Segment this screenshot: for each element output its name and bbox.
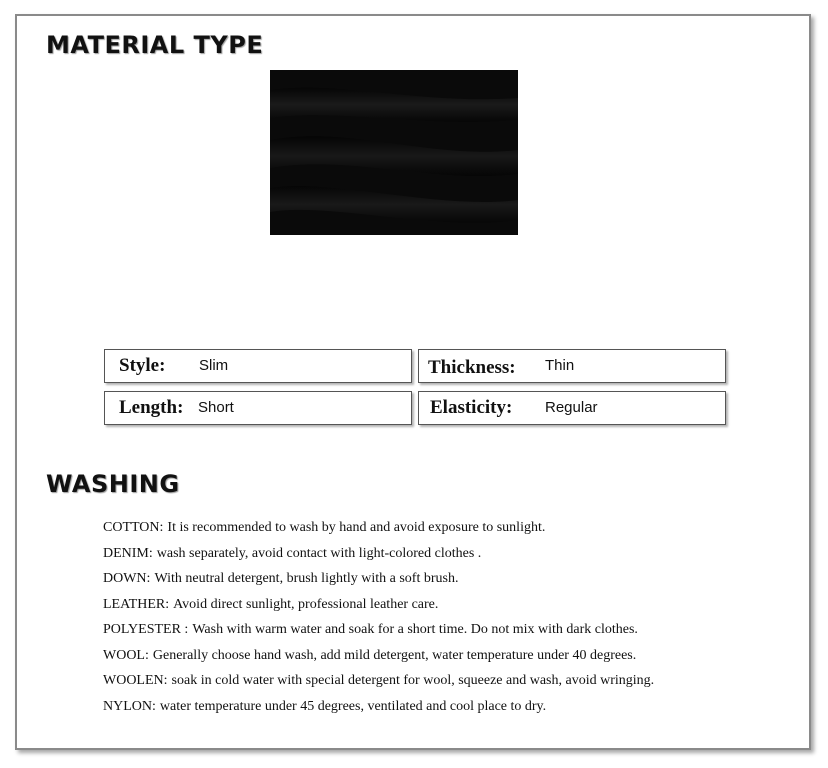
style-value: Slim [199,357,229,374]
elasticity-label: Elasticity: [430,397,513,418]
fabric-name: WOOLEN: [103,673,168,688]
care-text: water temperature under 45 degrees, ventilated and cool place to dry. [159,698,547,714]
elasticity-value: Regular [545,399,598,416]
washing-item-leather [103,595,654,621]
fabric-swatch-image [270,70,518,235]
care-text: wash separately, avoid contact with light-colored clothes . [156,545,482,561]
fabric-name: NYLON: [103,698,156,714]
length-attribute-box [104,391,412,425]
style-attribute-box [104,349,412,383]
length-value: Short [198,399,234,416]
washing-item-cotton [103,518,654,544]
care-text: Generally choose hand wash, add mild detergent, water temperature under 40 degrees. [152,647,637,663]
fabric-name: LEATHER: [103,596,170,612]
care-text: It is recommended to wash by hand and avoid exposure to sunlight. [167,520,546,535]
material-type-heading: MATERIAL TYPE [46,31,264,59]
care-text: With neutral detergent, brush lightly with a soft brush. [154,571,459,586]
elasticity-attribute-box [418,391,726,425]
care-text: soak in cold water with special detergent for wool, squeeze and wash, avoid wringing. [171,673,655,688]
washing-item-wool [103,646,654,672]
washing-heading: WASHING [46,470,180,498]
washing-item-down [103,569,654,595]
thickness-value: Thin [545,357,575,374]
fabric-name: POLYESTER : [103,622,189,637]
style-label: Style: [119,355,166,376]
fabric-name: DOWN: [103,571,151,586]
length-label: Length: [119,397,184,418]
washing-item-woolen [103,671,654,697]
fabric-name: COTTON: [103,520,164,535]
washing-item-nylon [103,697,654,723]
washing-item-denim [103,544,654,570]
care-text: Wash with warm water and soak for a short time. Do not mix with dark clothes. [192,622,638,637]
washing-item-polyester [103,620,654,646]
fabric-name: WOOL: [103,647,149,663]
washing-instructions-list [103,518,654,722]
thickness-label: Thickness: [428,357,516,378]
fabric-name: DENIM: [103,545,153,561]
care-text: Avoid direct sunlight, professional leather care. [173,596,439,612]
thickness-attribute-box [418,349,726,383]
